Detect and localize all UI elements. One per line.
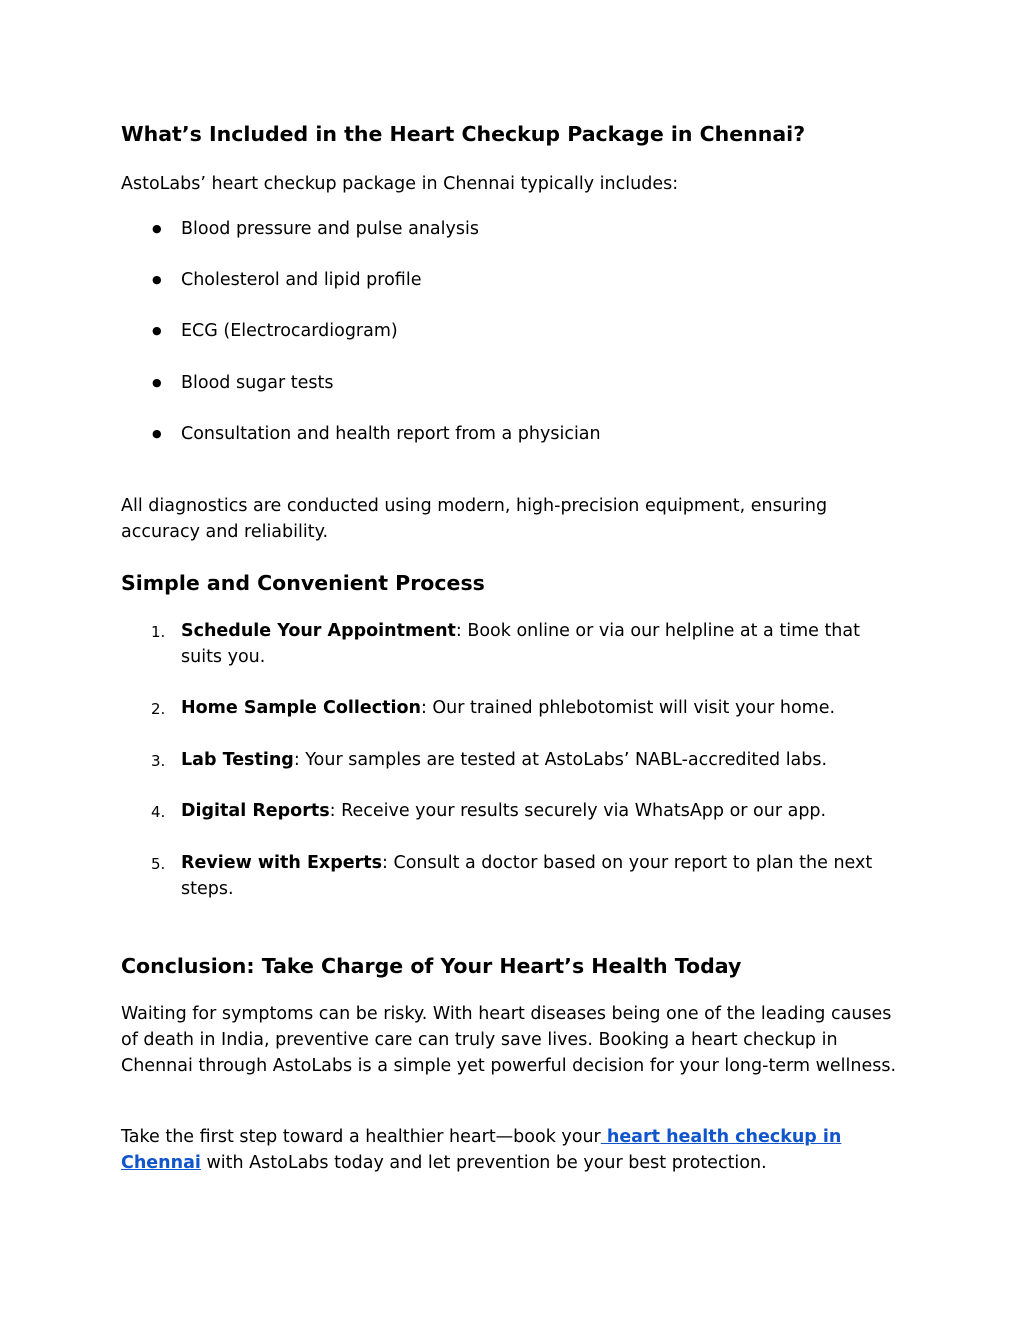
section-heading-included: What’s Included in the Heart Checkup Package in Chennai? xyxy=(121,122,806,146)
step-text xyxy=(181,695,906,721)
bullet-icon: ● xyxy=(152,324,162,337)
step-description: : Consult a doctor based on your report to plan the next steps. xyxy=(181,853,873,899)
step-title: Home Sample Collection xyxy=(181,698,421,718)
list-item-text: Blood sugar tests xyxy=(181,373,334,393)
conclusion-paragraph: Waiting for symptoms can be risky. With heart diseases being one of the leading causes of death in India, preventive care can truly save lives. Booking a heart checkup in Chennai through AstoLabs is a simple yet powerful decision for your long-term wellness. xyxy=(121,1004,897,1076)
step-description: : Book online or via our helpline at a time that suits you. xyxy=(181,621,860,667)
list-item-text: Cholesterol and lipid profile xyxy=(181,270,422,290)
cta-text-before: Take the first step toward a healthier heart—book your xyxy=(121,1127,601,1147)
step-text xyxy=(181,618,906,670)
included-intro: AstoLabs’ heart checkup package in Chennai typically includes: xyxy=(121,174,679,194)
list-item-text: ECG (Electrocardiogram) xyxy=(181,321,398,341)
bullet-icon: ● xyxy=(152,376,162,389)
included-closing-paragraph: All diagnostics are conducted using modern, high-precision equipment, ensuring accuracy and reliability. xyxy=(121,496,828,542)
heart-health-checkup-link[interactable]: heart health checkup in Chennai xyxy=(121,1127,842,1173)
step-title: Schedule Your Appointment xyxy=(181,621,456,641)
step-description: : Your samples are tested at AstoLabs’ NABL-accredited labs. xyxy=(293,750,828,770)
bullet-icon: ● xyxy=(152,222,162,235)
step-number: 2. xyxy=(151,700,166,718)
step-title: Review with Experts xyxy=(181,853,383,873)
bullet-icon: ● xyxy=(152,273,162,286)
section-heading-conclusion: Conclusion: Take Charge of Your Heart’s Health Today xyxy=(121,954,742,978)
step-title: Digital Reports xyxy=(181,801,330,821)
step-text xyxy=(181,747,906,773)
bullet-icon: ● xyxy=(152,427,162,440)
step-number: 4. xyxy=(151,803,166,821)
step-number: 1. xyxy=(151,623,166,641)
section-heading-process: Simple and Convenient Process xyxy=(121,571,485,595)
step-description: : Receive your results securely via WhatsApp or our app. xyxy=(329,801,827,821)
step-number: 3. xyxy=(151,752,166,770)
step-description: : Our trained phlebotomist will visit your home. xyxy=(420,698,836,718)
cta-text-after: with AstoLabs today and let prevention be your best protection. xyxy=(200,1153,767,1173)
list-item-text: Blood pressure and pulse analysis xyxy=(181,219,479,239)
call-to-action-paragraph xyxy=(121,1124,911,1176)
step-text xyxy=(181,798,906,824)
step-title: Lab Testing xyxy=(181,750,294,770)
list-item-text: Consultation and health report from a physician xyxy=(181,424,601,444)
step-number: 5. xyxy=(151,855,166,873)
step-text xyxy=(181,850,906,902)
